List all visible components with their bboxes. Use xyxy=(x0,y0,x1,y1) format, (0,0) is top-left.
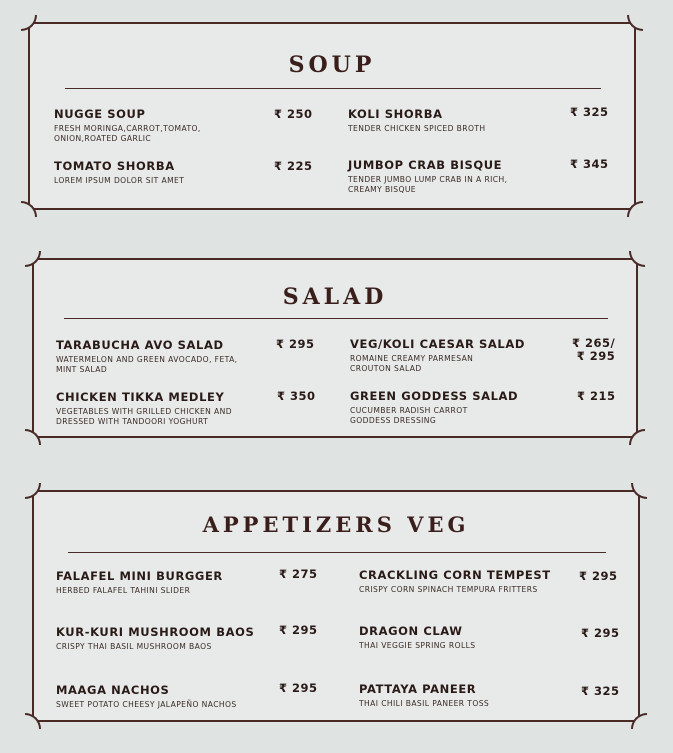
item-description: CRISPY THAI BASIL MUSHROOM BAOS xyxy=(56,642,212,651)
item-name: FALAFEL MINI BURGGER xyxy=(56,569,223,583)
panel-corner-ornament xyxy=(629,251,645,267)
menu-item xyxy=(350,337,600,374)
panel-corner-ornament xyxy=(25,483,41,499)
panel-corner-ornament xyxy=(21,15,37,31)
panel-corner-ornament xyxy=(25,429,41,445)
menu-item xyxy=(359,568,609,595)
item-price: ₹ 250 xyxy=(274,107,313,121)
menu-item xyxy=(54,107,304,144)
item-price: ₹ 275 xyxy=(279,567,318,581)
item-description: HERBED FALAFEL TAHINI SLIDER xyxy=(56,586,191,595)
menu-item xyxy=(359,624,609,651)
panel-corner-ornament xyxy=(25,713,41,729)
item-name: NUGGE SOUP xyxy=(54,107,146,121)
item-name: JUMBOP CRAB BISQUE xyxy=(348,158,503,172)
panel-corner-ornament xyxy=(25,251,41,267)
item-name: TOMATO SHORBA xyxy=(54,159,175,173)
item-name: CRACKLING CORN TEMPEST xyxy=(359,568,551,582)
menu-item xyxy=(350,389,600,426)
item-description: CUCUMBER RADISH CARROT GODDESS DRESSING xyxy=(350,406,468,425)
menu-item xyxy=(348,158,598,195)
panel-corner-ornament xyxy=(631,713,647,729)
item-name: CHICKEN TIKKA MEDLEY xyxy=(56,390,225,404)
item-description: THAI VEGGIE SPRING ROLLS xyxy=(359,641,476,650)
menu-item xyxy=(56,683,306,710)
item-price: ₹ 325 xyxy=(570,105,609,119)
item-price: ₹ 225 xyxy=(274,159,313,173)
section-divider xyxy=(65,88,601,89)
section-divider xyxy=(68,552,606,553)
item-price: ₹ 215 xyxy=(577,389,616,403)
item-name: VEG/KOLI CAESAR SALAD xyxy=(350,337,525,351)
panel-corner-ornament xyxy=(627,15,643,31)
menu-item xyxy=(56,569,306,596)
menu-item xyxy=(56,625,306,652)
section-title: SOUP xyxy=(288,52,376,78)
panel-corner-ornament xyxy=(627,201,643,217)
item-price: ₹ 325 xyxy=(581,684,620,698)
soup-section xyxy=(28,22,636,210)
item-description: VEGETABLES WITH GRILLED CHICKEN AND DRESSED WITH TANDOORI YOGHURT xyxy=(56,407,232,426)
menu-item xyxy=(54,159,304,186)
item-name: KOLI SHORBA xyxy=(348,107,443,121)
item-price: ₹ 295 xyxy=(581,626,620,640)
section-divider xyxy=(64,318,608,319)
panel-corner-ornament xyxy=(631,483,647,499)
item-price-option: ₹ 265/ xyxy=(572,336,616,350)
salad-section xyxy=(32,258,638,438)
menu-item xyxy=(56,338,306,375)
item-name: PATTAYA PANEER xyxy=(359,682,477,696)
item-name: GREEN GODDESS SALAD xyxy=(350,389,519,403)
menu-item xyxy=(348,107,598,134)
item-price: ₹ 345 xyxy=(570,157,609,171)
item-price: ₹ 295 xyxy=(279,681,318,695)
item-description: FRESH MORINGA,CARROT,TOMATO, ONION,ROATED GARLIC xyxy=(54,124,201,143)
section-title: SALAD xyxy=(282,284,388,310)
item-description: THAI CHILI BASIL PANEER TOSS xyxy=(359,699,490,708)
item-description: TENDER CHICKEN SPICED BROTH xyxy=(348,124,486,133)
menu-item xyxy=(359,682,609,709)
menu-item xyxy=(56,390,306,427)
section-title: APPETIZERS VEG xyxy=(202,512,470,537)
item-price: ₹ 295 xyxy=(276,337,315,351)
item-name: TARABUCHA AVO SALAD xyxy=(56,338,224,352)
item-name: MAAGA NACHOS xyxy=(56,683,170,697)
item-price-option: ₹ 295 xyxy=(576,349,616,363)
item-description: ROMAINE CREAMY PARMESAN CROUTON SALAD xyxy=(350,354,474,373)
item-description: CRISPY CORN SPINACH TEMPURA FRITTERS xyxy=(359,585,538,594)
item-name: DRAGON CLAW xyxy=(359,624,463,638)
item-description: TENDER JUMBO LUMP CRAB IN A RICH, CREAMY BISQUE xyxy=(348,175,508,194)
item-description: LOREM IPSUM DOLOR SIT AMET xyxy=(54,176,185,185)
item-name: KUR-KURI MUSHROOM BAOS xyxy=(56,625,255,639)
item-description: WATERMELON AND GREEN AVOCADO, FETA, MINT SALAD xyxy=(56,355,238,374)
panel-corner-ornament xyxy=(629,429,645,445)
panel-corner-ornament xyxy=(21,201,37,217)
item-price: ₹ 350 xyxy=(277,389,316,403)
item-description: SWEET POTATO CHEESY JALAPEÑO NACHOS xyxy=(56,700,237,709)
item-price: ₹ 295 xyxy=(579,569,618,583)
item-price: ₹ 295 xyxy=(279,623,318,637)
item-price xyxy=(572,337,615,363)
appetizers-veg-section xyxy=(32,490,640,722)
